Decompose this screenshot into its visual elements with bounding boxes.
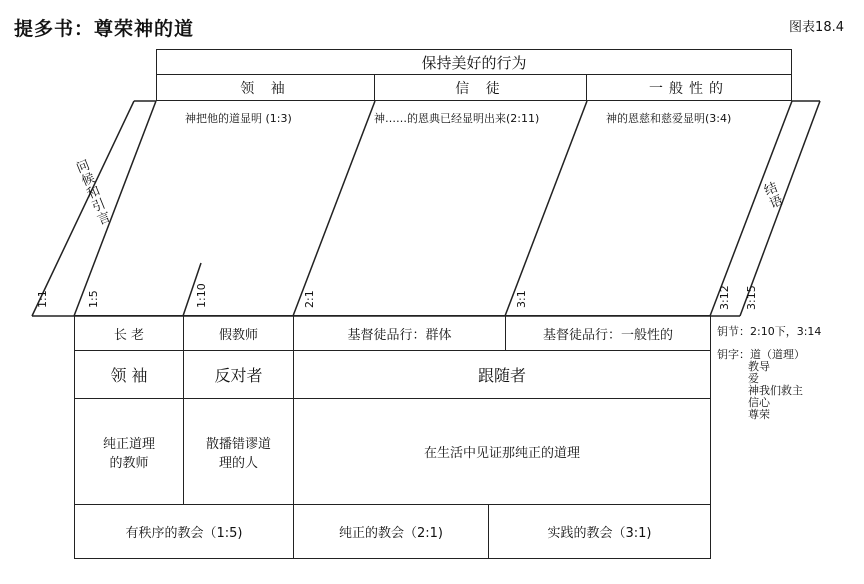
cell-witness-life: 在生活中见证那纯正的道理 xyxy=(293,398,711,505)
banner-general: 一般性的 xyxy=(586,74,792,101)
cell-elders: 长 老 xyxy=(74,315,184,351)
cell-conduct-general: 基督徒品行：一般性的 xyxy=(505,315,711,351)
cell-sound-church: 纯正的教会（2:1) xyxy=(293,504,489,559)
banner-leaders: 领 袖 xyxy=(156,74,375,101)
theme-leaders: 神把他的道显明 (1:3) xyxy=(185,112,292,125)
cell-practicing-church: 实践的教会（3:1) xyxy=(488,504,711,559)
key-word-teaching: 教导 xyxy=(748,360,770,373)
ref-3-15: 3:15 xyxy=(745,285,758,310)
key-word-love: 爱 xyxy=(748,372,759,385)
cell-leaders: 领 袖 xyxy=(74,350,184,399)
cell-orderly-church: 有秩序的教会（1:5) xyxy=(74,504,294,559)
intro-label: 问候和引言 xyxy=(71,157,112,229)
key-words-label: 钥字：道（道理） xyxy=(717,348,805,361)
ref-1-5: 1:5 xyxy=(87,290,100,308)
theme-general: 神的恩慈和慈爱显明(3:4) xyxy=(606,112,732,125)
ref-1-1: 1:1 xyxy=(36,290,49,308)
ref-2-1: 2:1 xyxy=(303,290,316,308)
key-word-savior: 神我们救主 xyxy=(748,384,803,397)
banner-believers: 信 徒 xyxy=(374,74,587,101)
key-word-honor: 尊荣 xyxy=(748,408,770,421)
banner-main: 保持美好的行为 xyxy=(156,49,792,75)
cell-followers: 跟随者 xyxy=(293,350,711,399)
cell-error-spreaders: 散播错谬道理的人 xyxy=(183,398,294,505)
cell-sound-teachers: 纯正道理的教师 xyxy=(74,398,184,505)
cell-conduct-group: 基督徒品行：群体 xyxy=(293,315,506,351)
page-title: 提多书：尊荣神的道 xyxy=(14,18,195,40)
ref-3-1: 3:1 xyxy=(515,290,528,308)
cell-false-teachers: 假教师 xyxy=(183,315,294,351)
cell-opponents: 反对者 xyxy=(183,350,294,399)
key-word-faith: 信心 xyxy=(748,396,770,409)
key-verses: 钥节：2:10下，3:14 xyxy=(717,325,822,338)
theme-believers: 神……的恩典已经显明出来(2:11) xyxy=(374,112,540,125)
ref-3-12: 3:12 xyxy=(718,285,731,310)
conclusion-label: 结语 xyxy=(759,180,784,212)
ref-1-10: 1:10 xyxy=(195,283,208,308)
chart-number: 图表18.4 xyxy=(789,20,844,35)
